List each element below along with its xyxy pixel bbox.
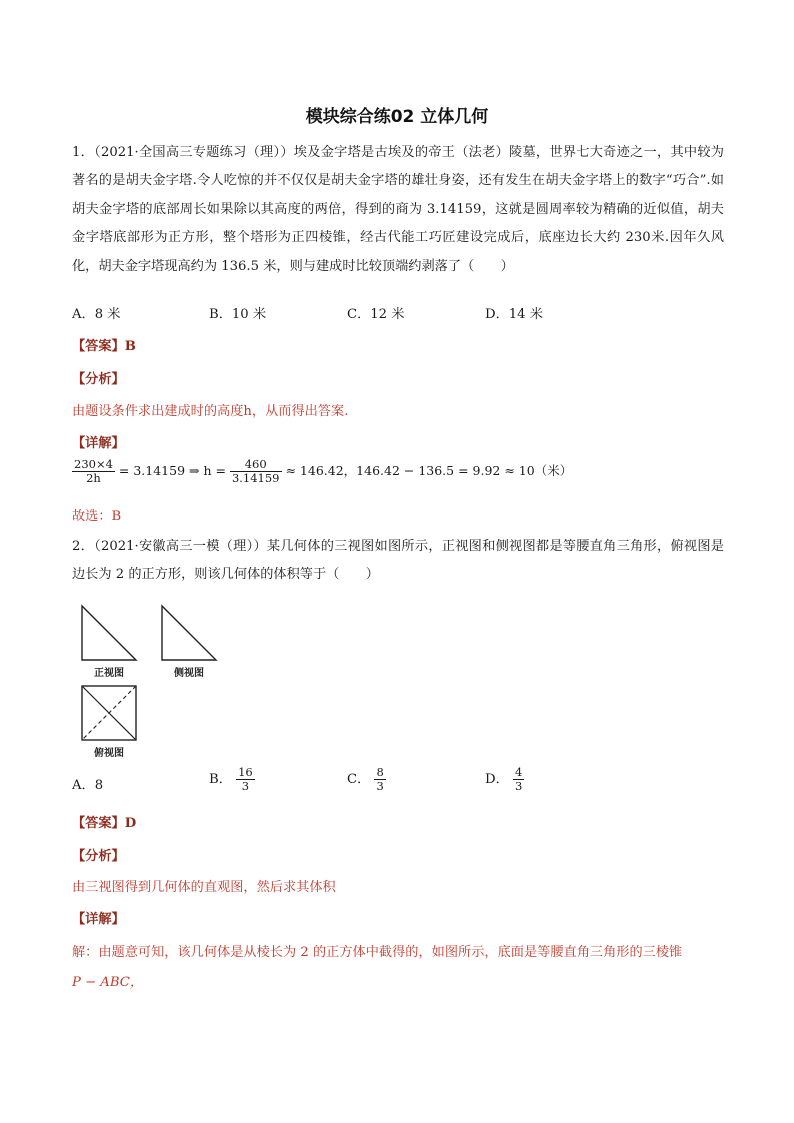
q2-option-d-fraction: $\frac{4}{3}$ [514,765,523,793]
q1-analysis-label: 【分析】 [72,372,125,387]
q1-formula-tail: ≈ 146.42，146.42 − 136.5 = 9.92 ≈ 10（米） [285,463,573,478]
question-1-text: 1．（2021·全国高三专题练习（理））埃及金字塔是古埃及的帝王（法老）陵墓，世界七大奇迹之一，其中较为著名的是胡夫金字塔.令人吃惊的并不仅仅是胡夫金字塔的雄壮身姿，还有发生在胡夫金字塔上的数字“巧合”.如胡夫金字塔的底部周长如果除以其高度的两倍，得到的商为 3.14159，这就是圆周率较为精确的近似值，胡夫金字塔底部形为正方形，整个塔形为正四棱锥，经古代能工巧匠建设完成后，底座边长大约 230米.因年久风化，胡夫金字塔现高约为 136.5 米，则与建成时比较顶端约剥落了（ ） [72,145,724,274]
q2-detail-line-1: 解：由题意可知，该几何体是从棱长为 2 的正方体中截得的，如图所示，底面是等腰直角三角形的三棱锥 [72,945,683,960]
q1-fraction-2: $\frac{460}{3.14159}$ [231,457,280,485]
q2-option-d: D． $\frac{4}{3}$ [485,765,523,793]
q1-option-c: C．12 米 [347,307,405,322]
q2-detail-label: 【详解】 [72,912,125,927]
question-2-text: 2．（2021·安徽高三一模（理））某几何体的三视图如图所示，正视图和侧视图都是等腰直角三角形，俯视图是边长为 2 的正方形，则该几何体的体积等于（ ） [72,539,724,583]
side-view-caption: 侧视图 [174,668,204,679]
q1-formula [72,458,572,485]
q1-formula-mid: = 3.14159 ⇒ h = [118,463,226,478]
q1-option-d: D．14 米 [485,307,543,322]
q1-option-b: B．10 米 [209,307,267,322]
q1-fraction-1: $\frac{230\times 4}{2h}$ [74,457,113,485]
q2-option-c: C． $\frac{8}{3}$ [347,765,384,793]
page-title: 模块综合练02 立体几何 [305,107,489,127]
q1-option-a: A．8 米 [72,307,121,322]
top-view-caption: 俯视图 [94,748,124,759]
front-view-triangle [82,606,136,660]
q1-conclusion: 故选：B [72,509,122,524]
q1-detail-label: 【详解】 [72,436,125,451]
top-view-figure [80,684,140,742]
q2-option-b-fraction: $\frac{16}{3}$ [238,765,253,793]
q2-option-b: B． $\frac{16}{3}$ [209,765,253,793]
q2-option-c-fraction: $\frac{8}{3}$ [376,765,384,793]
q1-analysis-text: 由题设条件求出建成时的高度h，从而得出答案. [72,404,349,419]
q2-analysis-label: 【分析】 [72,849,125,864]
side-view-triangle [162,606,216,660]
q2-analysis-text: 由三视图得到几何体的直观图，然后求其体积 [72,880,336,895]
side-view-figure [160,604,220,662]
front-view-figure [80,604,140,662]
q2-answer-label: 【答案】D [72,816,137,831]
q1-answer-label: 【答案】B [72,339,136,354]
q2-option-a: A．8 [72,778,104,793]
q2-detail-line-2: P − ABC， [72,975,144,990]
front-view-caption: 正视图 [94,668,124,679]
